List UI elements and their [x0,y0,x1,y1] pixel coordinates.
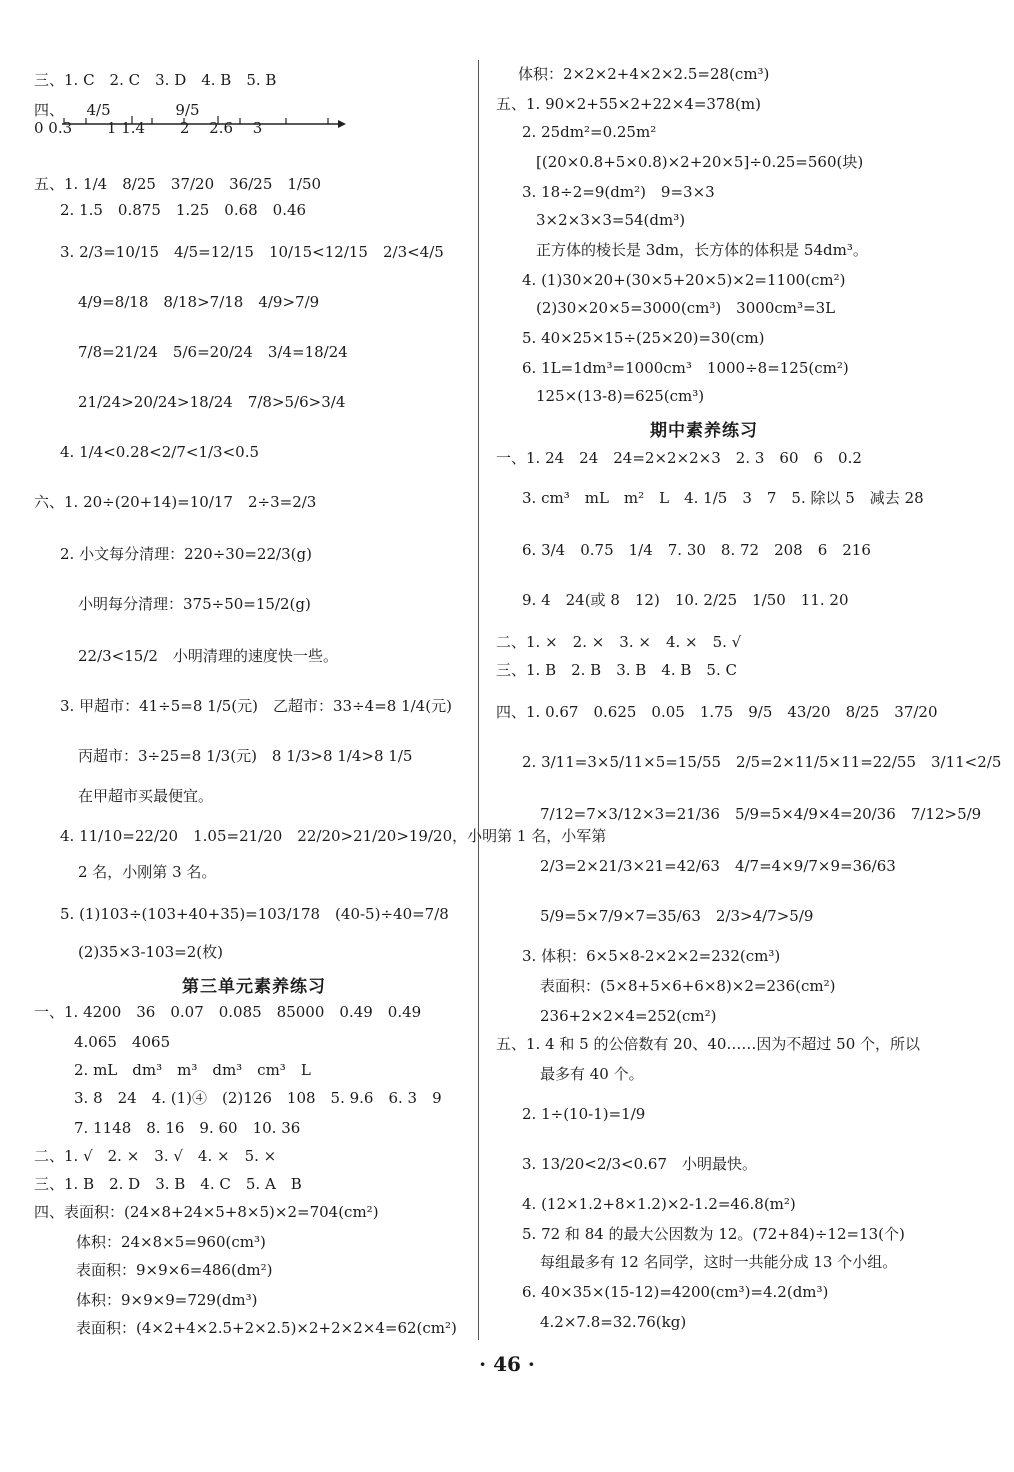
number-line [58,112,348,136]
right-line: 6. 3/4 0.75 1/4 7. 30 8. 72 208 6 216 [522,541,871,559]
left-line: 2 名，小刚第 3 名。 [78,863,217,881]
right-line: 3. cm³ mL m² L 4. 1/5 3 7 5. 除以 5 减去 28 [522,489,924,507]
right-line: 2. 25dm²=0.25m² [522,123,657,141]
left-line: 4/9=8/18 8/18>7/18 4/9>7/9 [78,293,320,311]
left-line: 丙超市：3÷25=8 1/3(元) 8 1/3>8 1/4>8 1/5 [78,747,413,765]
right-line: 最多有 40 个。 [540,1065,644,1083]
left-line: 在甲超市买最便宜。 [78,787,214,805]
left-line: 4. 11/10=22/20 1.05=21/20 22/20>21/20>19/20，小明第 1 名，小军第 [60,827,607,845]
right-line: 236+2×2×4=252(cm²) [540,1007,717,1025]
section-title-midterm: 期中素养练习 [650,421,758,441]
column-divider [478,60,479,1340]
right-line: 五、1. 4 和 5 的公倍数有 20、40……因为不超过 50 个，所以 [496,1035,921,1053]
right-line: 4.2×7.8=32.76(kg) [540,1313,687,1331]
right-line: 7/12=7×3/12×3=21/36 5/9=5×4/9×4=20/36 7/12>5/9 [540,805,982,823]
right-line: 3. 13/20<2/3<0.67 小明最快。 [522,1155,757,1173]
left-line: 0 0.3 1 1.4 2 2.6 3 [34,119,263,137]
left-line: (2)35×3-103=2(枚) [78,943,223,961]
left-line: 4.065 4065 [74,1033,171,1051]
right-line: 一、1. 24 24 24=2×2×2×3 2. 3 60 6 0.2 [496,449,862,467]
left-line: 5. (1)103÷(103+40+35)=103/178 (40-5)÷40=7/8 [60,905,449,923]
right-line: (2)30×20×5=3000(cm³) 3000cm³=3L [536,299,836,317]
left-line: 体积：24×8×5=960(cm³) [76,1233,266,1251]
right-line: 3. 18÷2=9(dm²) 9=3×3 [522,183,715,201]
left-line: 表面积：9×9×6=486(dm²) [76,1261,273,1279]
right-line: 4. (12×1.2+8×1.2)×2-1.2=46.8(m²) [522,1195,796,1213]
right-line: 4. (1)30×20+(30×5+20×5)×2=1100(cm²) [522,271,846,289]
right-line: 5/9=5×7/9×7=35/63 2/3>4/7>5/9 [540,907,814,925]
right-line: 5. 40×25×15÷(25×20)=30(cm) [522,329,765,347]
left-line: 3. 2/3=10/15 4/5=12/15 10/15<12/15 2/3<4/5 [60,243,444,261]
right-line: 2. 3/11=3×5/11×5=15/55 2/5=2×11/5×11=22/55 3/11<2/5 [522,753,1002,771]
left-line: 体积：9×9×9=729(dm³) [76,1291,258,1309]
right-line: 表面积：(5×8+5×6+6×8)×2=236(cm²) [540,977,836,995]
right-line: 9. 4 24(或 8 12) 10. 2/25 1/50 11. 20 [522,591,849,609]
right-line: 5. 72 和 84 的最大公因数为 12。(72+84)÷12=13(个) [522,1225,905,1243]
left-line: 2. 1.5 0.875 1.25 0.68 0.46 [60,201,307,219]
right-line: 二、1. × 2. × 3. × 4. × 5. √ [496,633,742,651]
right-line: 五、1. 90×2+55×2+22×4=378(m) [496,95,761,113]
left-line: 三、1. C 2. C 3. D 4. B 5. B [34,71,277,89]
left-line: 四、表面积：(24×8+24×5+8×5)×2=704(cm²) [34,1203,379,1221]
left-line: 7/8=21/24 5/6=20/24 3/4=18/24 [78,343,348,361]
left-line: 二、1. √ 2. × 3. √ 4. × 5. × [34,1147,277,1165]
right-line: 每组最多有 12 名同学，这时一共能分成 13 个小组。 [540,1253,898,1271]
right-line: 2/3=2×21/3×21=42/63 4/7=4×9/7×9=36/63 [540,857,896,875]
right-line: 6. 40×35×(15-12)=4200(cm³)=4.2(dm³) [522,1283,829,1301]
left-line: 表面积：(4×2+4×2.5+2×2.5)×2+2×2×4=62(cm²) [76,1319,457,1337]
left-line: 3. 甲超市：41÷5=8 1/5(元) 乙超市：33÷4=8 1/4(元) [60,697,452,715]
left-line: 2. 小文每分清理：220÷30=22/3(g) [60,545,312,563]
right-line: [(20×0.8+5×0.8)×2+20×5]÷0.25=560(块) [536,153,864,171]
left-line: 7. 1148 8. 16 9. 60 10. 36 [74,1119,301,1137]
right-line: 正方体的棱长是 3dm，长方体的体积是 54dm³。 [536,241,868,259]
right-line: 三、1. B 2. B 3. B 4. B 5. C [496,661,737,679]
section-title-unit3: 第三单元素养练习 [182,977,326,997]
left-line: 22/3<15/2 小明清理的速度快一些。 [78,647,338,665]
left-line: 小明每分清理：375÷50=15/2(g) [78,595,311,613]
right-line: 体积：2×2×2+4×2×2.5=28(cm³) [518,65,770,83]
right-line: 四、1. 0.67 0.625 0.05 1.75 9/5 43/20 8/25 37/20 [496,703,938,721]
left-line: 六、1. 20÷(20+14)=10/17 2÷3=2/3 [34,493,317,511]
right-line: 2. 1÷(10-1)=1/9 [522,1105,646,1123]
left-line: 3. 8 24 4. (1)④ (2)126 108 5. 9.6 6. 3 9 [74,1089,442,1107]
left-line: 三、1. B 2. D 3. B 4. C 5. A B [34,1175,302,1193]
left-line: 21/24>20/24>18/24 7/8>5/6>3/4 [78,393,346,411]
right-line: 3. 体积：6×5×8-2×2×2=232(cm³) [522,947,781,965]
right-line: 125×(13-8)=625(cm³) [536,387,705,405]
right-line: 3×2×3×3=54(dm³) [536,211,686,229]
right-line: 6. 1L=1dm³=1000cm³ 1000÷8=125(cm²) [522,359,849,377]
left-line: 4. 1/4<0.28<2/7<1/3<0.5 [60,443,260,461]
left-line: 2. mL dm³ m³ dm³ cm³ L [74,1061,311,1079]
page-number: · 46 · [479,1352,535,1376]
left-line: 四、 4/5 9/5 [34,101,200,119]
left-line: 五、1. 1/4 8/25 37/20 36/25 1/50 [34,175,322,193]
left-line: 一、1. 4200 36 0.07 0.085 85000 0.49 0.49 [34,1003,422,1021]
